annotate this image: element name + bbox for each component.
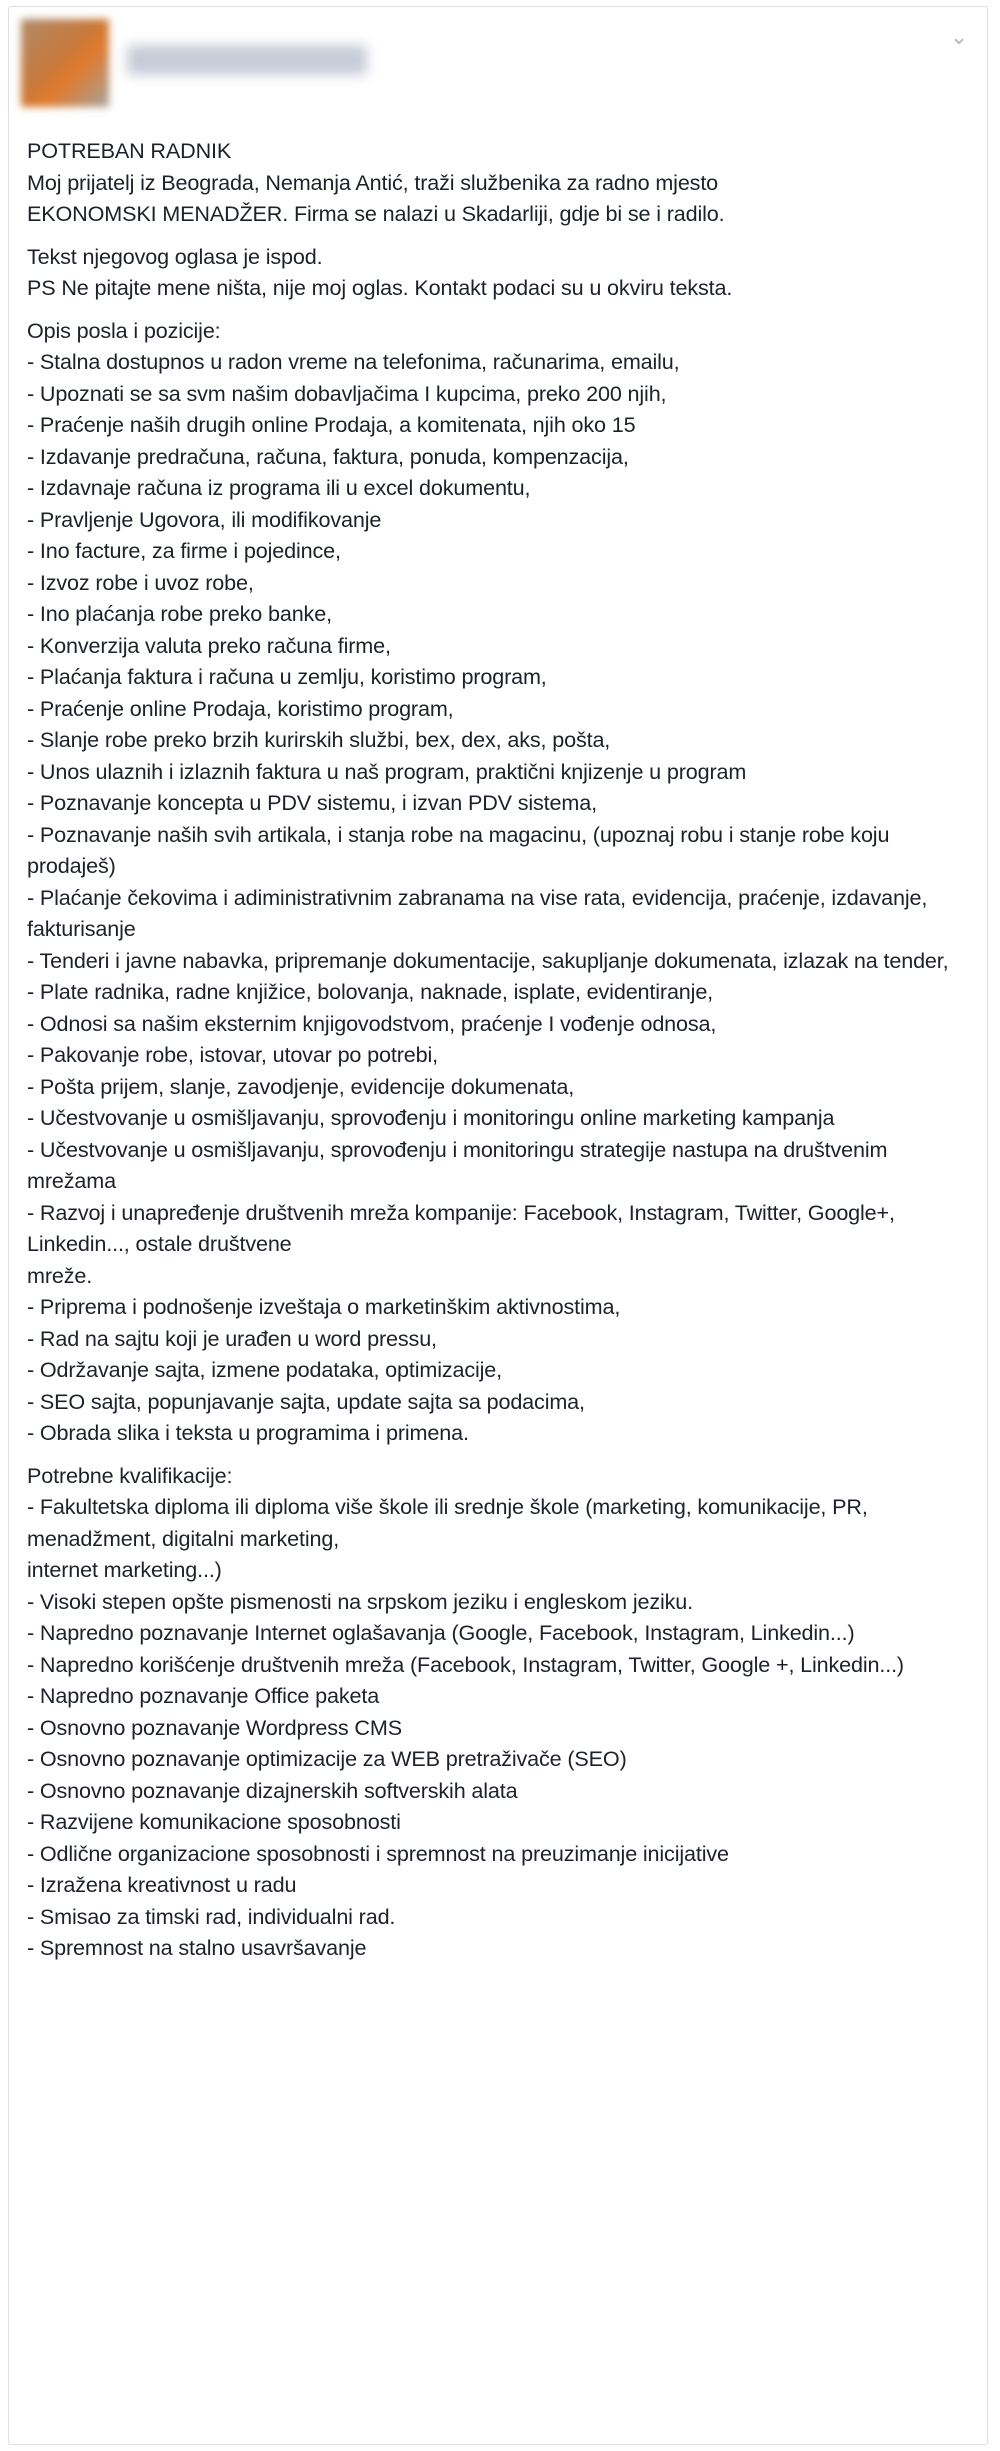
duty-item: - Unos ulaznih i izlaznih faktura u naš program, praktični knjizenje u program — [27, 758, 747, 784]
duty-item: - Rad na sajtu koji je urađen u word pressu, — [27, 1325, 437, 1351]
qualification-item: - Osnovno poznavanje dizajnerskih softverskih alata — [27, 1777, 518, 1803]
duty-item: - Izvoz robe i uvoz robe, — [27, 569, 254, 595]
note-line-2: PS Ne pitajte mene ništa, nije moj oglas. Kontakt podaci su u okviru teksta. — [27, 275, 733, 300]
avatar[interactable] — [21, 19, 109, 107]
duty-item: - Održavanje sajta, izmene podataka, optimizacije, — [27, 1357, 502, 1382]
duty-item: - Izdavnaje računa iz programa ili u excel dokumentu, — [27, 475, 531, 500]
qualifications-section — [27, 1460, 977, 1964]
note-line-1: Tekst njegovog oglasa je ispod. — [27, 243, 323, 269]
duty-item: - Praćenje online Prodaja, koristimo program, — [27, 695, 454, 721]
duty-item: - Odnosi sa našim eksternim knjigovodstvom, praćenje I vođenje odnosa, — [27, 1010, 717, 1036]
duty-item: - SEO sajta, popunjavanje sajta, update sajta sa podacima, — [27, 1388, 585, 1414]
duty-item: - Učestvovanje u osmišljavanju, sprovođenju i monitoringu strategije nastupa na društvenim mrežama — [27, 1136, 894, 1193]
qualification-item: - Spremnost na stalno usavršavanje — [27, 1935, 367, 1960]
intro-line-1: Moj prijatelj iz Beograda, Nemanja Antić, traži službenika za radno mjesto — [27, 169, 719, 195]
duty-item: - Ino plaćanja robe preko banke, — [27, 601, 332, 626]
author-name[interactable] — [127, 45, 367, 75]
qualification-item: - Napredno korišćenje društvenih mreža (Facebook, Instagram, Twitter, Google +, Linkedin...) — [27, 1651, 904, 1677]
duty-item: - Pošta prijem, slanje, zavodjenje, evidencije dokumenata, — [27, 1073, 575, 1099]
qualification-item: - Razvijene komunikacione sposobnosti — [27, 1809, 401, 1834]
duty-item: - Tenderi i javne nabavka, pripremanje dokumentacije, sakupljanje dokumenata, izlazak na tender, — [27, 947, 949, 973]
note-paragraph — [27, 241, 977, 304]
duty-item: - Poznavanje naših svih artikala, i stanja robe na magacinu, (upoznaj robu i stanje robe koju prodaješ) — [27, 821, 896, 878]
duty-item: - Slanje robe preko brzih kurirskih službi, bex, dex, aks, pošta, — [27, 727, 611, 752]
post-title: POTREBAN RADNIK — [27, 138, 232, 163]
qualification-item: - Napredno poznavanje Office paketa — [27, 1683, 380, 1708]
qualification-item: - Smisao za timski rad, individualni rad. — [27, 1903, 396, 1929]
duty-item: - Razvoj i unapređenje društvenih mreža kompanije: Facebook, Instagram, Twitter, Google+, Linkedin..., ostale društvene mreže. — [27, 1199, 895, 1288]
duty-item: - Pakovanje robe, istovar, utovar po potrebi, — [27, 1042, 438, 1067]
duty-item: - Plaćanja faktura i računa u zemlju, koristimo program, — [27, 664, 547, 689]
duties-section — [27, 315, 977, 1449]
duty-item: - Plate radnika, radne knjižice, bolovanja, naknade, isplate, evidentiranje, — [27, 979, 714, 1004]
duty-item: - Učestvovanje u osmišljavanju, sprovođenju i monitoringu online marketing kampanja — [27, 1105, 835, 1130]
qualifications-list — [27, 1491, 977, 1964]
facebook-post — [8, 6, 988, 2445]
qualification-item: - Izražena kreativnost u radu — [27, 1872, 297, 1897]
duty-item: - Pravljenje Ugovora, ili modifikovanje — [27, 506, 382, 532]
duty-item: - Obrada slika i teksta u programima i primena. — [27, 1420, 469, 1445]
duty-item: - Praćenje naših drugih online Prodaja, a komitenata, njih oko 15 — [27, 412, 636, 437]
intro-line-2: EKONOMSKI MENADŽER. Firma se nalazi u Skadarliji, gdje bi se i radilo. — [27, 201, 725, 226]
duty-item: - Priprema i podnošenje izveštaja o marketinškim aktivnostima, — [27, 1294, 621, 1319]
duty-item: - Konverzija valuta preko računa firme, — [27, 632, 391, 658]
duty-item: - Stalna dostupnos u radon vreme na telefonima, računarima, emailu, — [27, 349, 680, 374]
duty-item: - Plaćanje čekovima i adiministrativnim zabranama na vise rata, evidencija, praćenje, izdavanje, fakturisanje — [27, 884, 934, 941]
chevron-down-icon[interactable]: ⌄ — [949, 24, 969, 49]
duties-heading: Opis posla i pozicije: — [27, 317, 221, 343]
qualification-item: - Osnovno poznavanje optimizacije za WEB pretraživače (SEO) — [27, 1746, 627, 1771]
duty-item: - Upoznati se sa svm našim dobavljačima I kupcima, preko 200 njih, — [27, 380, 667, 406]
post-header — [9, 7, 449, 122]
duty-item: - Izdavanje predračuna, računa, faktura, ponuda, kompenzacija, — [27, 443, 629, 469]
post-body — [27, 135, 977, 1975]
qualification-item: - Odlične organizacione sposobnosti i spremnost na preuzimanje inicijative — [27, 1840, 729, 1866]
intro-paragraph — [27, 135, 977, 230]
duties-list — [27, 346, 977, 1449]
qualifications-heading: Potrebne kvalifikacije: — [27, 1462, 233, 1488]
qualification-item: - Visoki stepen opšte pismenosti na srpskom jeziku i engleskom jeziku. — [27, 1588, 694, 1614]
qualification-item: - Fakultetska diploma ili diploma više škole ili srednje škole (marketing, komunikacije, PR, menadžment, digitalni marketing, internet marketing...) — [27, 1494, 868, 1582]
duty-item: - Poznavanje koncepta u PDV sistemu, i izvan PDV sistema, — [27, 790, 597, 815]
duty-item: - Ino facture, za firme i pojedince, — [27, 538, 341, 563]
qualification-item: - Osnovno poznavanje Wordpress CMS — [27, 1714, 402, 1740]
qualification-item: - Napredno poznavanje Internet oglašavanja (Google, Facebook, Instagram, Linkedin...) — [27, 1620, 855, 1645]
